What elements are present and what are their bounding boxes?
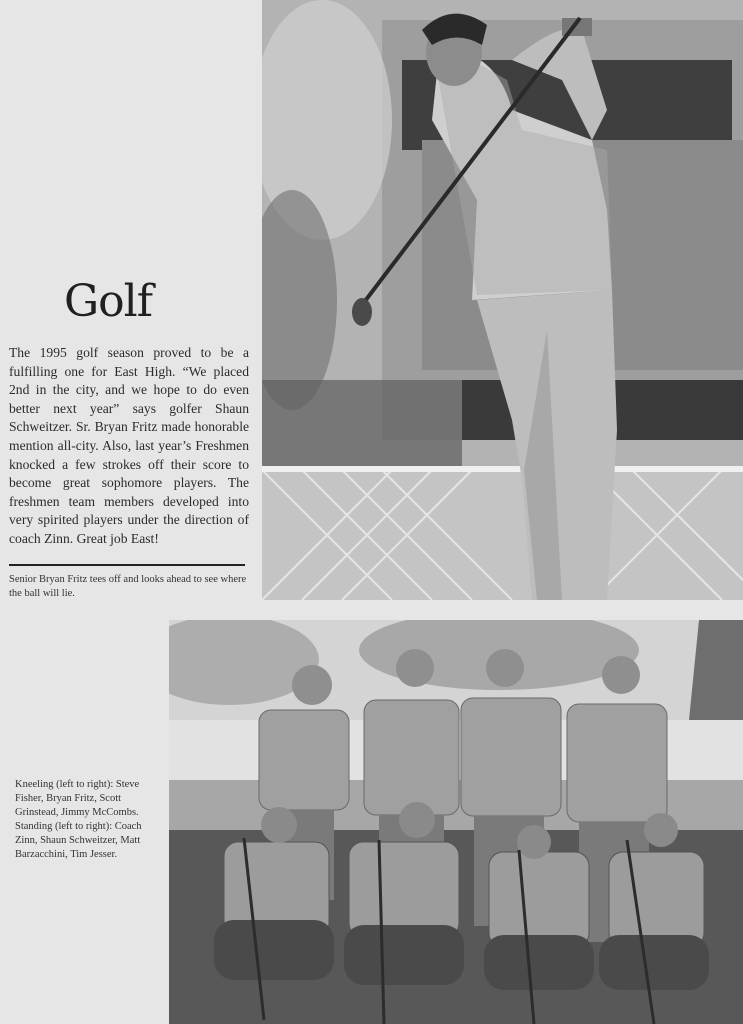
bottom-photo-caption: Kneeling (left to right): Steve Fisher, Bryan Fritz, Scott Grinstead, Jimmy McCombs. Standing (left to right): Coach Zinn, Shaun Schweitzer, Matt Barzacchini, Tim Jesser. [15, 779, 142, 860]
top-photo-caption: Senior Bryan Fritz tees off and looks ahead to see where the ball will lie. [9, 574, 247, 599]
divider-rule [9, 564, 245, 566]
golfer-swing-photo [262, 0, 743, 600]
article-body: The 1995 golf season proved to be a fulfilling one for East High. “We placed 2nd in the city, and we hope to do even better next year” says golfer Shaun Schweitzer. Sr. Bryan Fritz made honorable mention all-city. Also, last year’s Freshmen knocked a few strokes off their score to become great sophomore players. The freshmen team members developed into very spirited players under the direction of coach Zinn. Great job East! [9, 345, 249, 546]
team-group-photo [169, 620, 743, 1024]
page-title: Golf [64, 276, 152, 327]
